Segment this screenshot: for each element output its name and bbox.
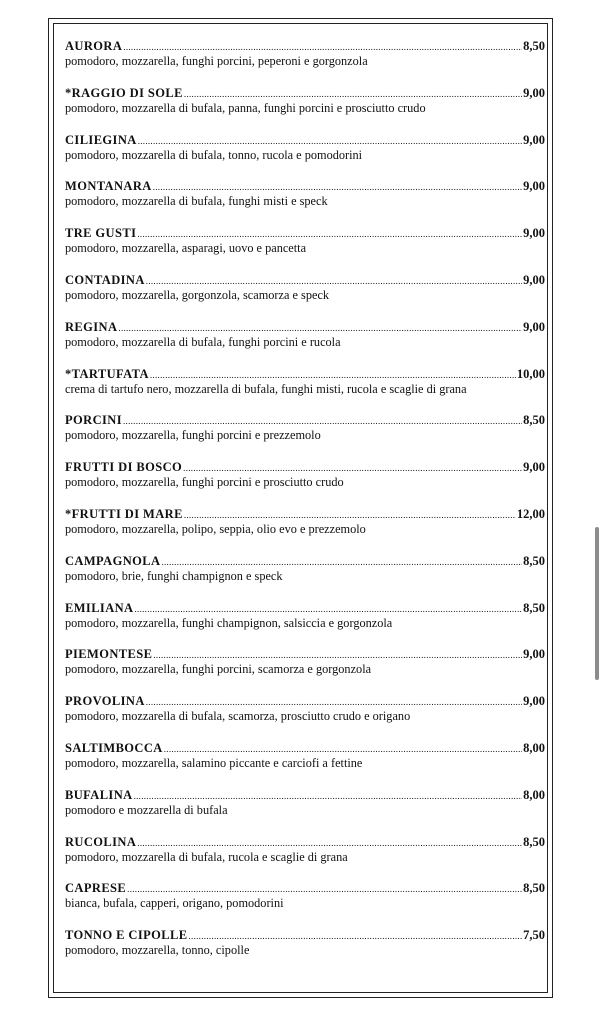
dish-ingredients: pomodoro, mozzarella, gorgonzola, scamorza e speck xyxy=(65,287,330,302)
dot-leader xyxy=(188,928,522,944)
dish-name: CILIEGINA xyxy=(65,132,137,147)
dot-leader xyxy=(150,367,516,383)
dish-price: 9,00 xyxy=(523,694,545,709)
dot-leader xyxy=(183,460,522,476)
dish-price: 7,50 xyxy=(523,928,545,943)
dot-leader xyxy=(118,320,522,336)
dish-price: 8,50 xyxy=(523,39,545,53)
dish-name: RUCOLINA xyxy=(65,834,137,849)
dot-leader xyxy=(134,788,523,804)
menu-item xyxy=(65,85,545,132)
dish-price: 8,50 xyxy=(523,413,545,428)
dish-name: MONTANARA xyxy=(65,179,152,194)
dish-price: 8,50 xyxy=(523,881,545,896)
menu-item xyxy=(65,366,545,413)
dot-leader xyxy=(146,273,522,289)
dish-price: 9,00 xyxy=(523,179,545,194)
menu-item xyxy=(65,38,545,85)
menu-item-header xyxy=(65,366,545,382)
menu-item xyxy=(65,506,545,553)
menu-item xyxy=(65,459,545,506)
dish-name: TRE GUSTI xyxy=(65,226,137,241)
vertical-scrollbar[interactable] xyxy=(595,527,599,680)
menu-item-header xyxy=(65,834,545,850)
dish-name: CAPRESE xyxy=(65,881,127,896)
menu-item-header xyxy=(65,319,545,335)
menu-item xyxy=(65,553,545,600)
menu-item-header xyxy=(65,38,545,54)
dot-leader xyxy=(184,507,516,523)
dish-name: CONTADINA xyxy=(65,272,145,287)
dot-leader xyxy=(153,647,522,663)
dot-leader xyxy=(164,741,522,757)
dish-name: *FRUTTI DI MARE xyxy=(65,506,183,521)
dish-price: 8,00 xyxy=(523,740,545,755)
menu-item xyxy=(65,787,545,834)
menu-item xyxy=(65,740,545,787)
dish-price: 9,00 xyxy=(523,319,545,334)
dish-name: TONNO E CIPOLLE xyxy=(65,928,188,943)
menu-item-header xyxy=(65,646,545,662)
dot-leader xyxy=(134,601,522,617)
dish-price: 9,00 xyxy=(523,272,545,287)
menu-item xyxy=(65,412,545,459)
dish-price: 8,50 xyxy=(523,834,545,849)
dish-ingredients: pomodoro, mozzarella, asparagi, uovo e pancetta xyxy=(65,241,307,256)
menu-item-header xyxy=(65,600,545,616)
menu-item-header xyxy=(65,553,545,569)
menu-item xyxy=(65,880,545,927)
menu-item-header xyxy=(65,459,545,475)
menu-item xyxy=(65,319,545,366)
dish-ingredients: pomodoro, mozzarella, tonno, cipolle xyxy=(65,943,250,958)
dish-ingredients: pomodoro, mozzarella di bufala, rucola e scaglie di grana xyxy=(65,849,348,864)
menu-item xyxy=(65,132,545,179)
dish-ingredients: pomodoro, mozzarella, polipo, seppia, olio evo e prezzemolo xyxy=(65,521,366,536)
dish-name: *TARTUFATA xyxy=(65,366,149,381)
dish-name: PIEMONTESE xyxy=(65,647,153,662)
dish-name: AURORA xyxy=(65,39,123,53)
menu-item-header xyxy=(65,880,545,896)
menu-item-header xyxy=(65,506,545,522)
dish-ingredients: pomodoro, mozzarella, funghi porcini e prosciutto crudo xyxy=(65,475,344,490)
dish-ingredients: pomodoro, brie, funghi champignon e speck xyxy=(65,568,283,583)
dot-leader xyxy=(184,86,522,102)
menu-item-header xyxy=(65,787,545,803)
menu-item xyxy=(65,834,545,881)
dish-name: FRUTTI DI BOSCO xyxy=(65,460,183,475)
dish-price: 9,00 xyxy=(523,85,545,100)
dish-ingredients: pomodoro, mozzarella, funghi porcini e prezzemolo xyxy=(65,428,321,443)
menu-item xyxy=(65,693,545,740)
dish-name: EMILIANA xyxy=(65,600,134,615)
dish-ingredients: pomodoro, mozzarella, funghi champignon, salsiccia e gorgonzola xyxy=(65,615,393,630)
menu-item xyxy=(65,272,545,319)
dish-ingredients: pomodoro, mozzarella di bufala, funghi misti e speck xyxy=(65,194,328,209)
dot-leader xyxy=(146,694,522,710)
dot-leader xyxy=(153,179,522,195)
pizza-menu-list xyxy=(65,38,545,974)
dish-price: 12,00 xyxy=(516,506,545,521)
menu-item-header xyxy=(65,85,545,101)
dish-ingredients: pomodoro, mozzarella, funghi porcini, peperoni e gorgonzola xyxy=(65,54,368,68)
dish-ingredients: pomodoro, mozzarella di bufala, scamorza, prosciutto crudo e origano xyxy=(65,709,411,724)
dish-ingredients: pomodoro, mozzarella, funghi porcini, scamorza e gorgonzola xyxy=(65,662,372,677)
dish-price: 8,00 xyxy=(523,787,545,802)
dot-leader xyxy=(137,226,522,242)
menu-item-header xyxy=(65,225,545,241)
dish-name: *RAGGIO DI SOLE xyxy=(65,85,183,100)
dish-price: 8,50 xyxy=(523,600,545,615)
dish-ingredients: pomodoro, mozzarella di bufala, tonno, rucola e pomodorini xyxy=(65,147,363,162)
menu-item-header xyxy=(65,412,545,428)
dish-name: SALTIMBOCCA xyxy=(65,740,163,755)
dish-price: 9,00 xyxy=(523,460,545,475)
menu-item xyxy=(65,178,545,225)
dish-name: CAMPAGNOLA xyxy=(65,553,161,568)
dish-price: 10,00 xyxy=(516,366,545,381)
dot-leader xyxy=(127,881,522,897)
dish-ingredients: pomodoro, mozzarella di bufala, funghi porcini e rucola xyxy=(65,334,341,349)
dish-price: 9,00 xyxy=(523,647,545,662)
menu-item-header xyxy=(65,693,545,709)
menu-item-header xyxy=(65,132,545,148)
dish-ingredients: pomodoro, mozzarella di bufala, panna, funghi porcini e prosciutto crudo xyxy=(65,100,426,115)
menu-item-header xyxy=(65,740,545,756)
dish-name: PROVOLINA xyxy=(65,694,145,709)
dot-leader xyxy=(138,133,522,149)
menu-item-header xyxy=(65,178,545,194)
dot-leader xyxy=(161,554,522,570)
dish-price: 9,00 xyxy=(523,226,545,241)
dish-ingredients: crema di tartufo nero, mozzarella di bufala, funghi misti, rucola e scaglie di grana xyxy=(65,381,467,396)
dot-leader xyxy=(123,413,522,429)
menu-item xyxy=(65,927,545,974)
dish-price: 9,00 xyxy=(523,132,545,147)
menu-item-header xyxy=(65,927,545,943)
dish-ingredients: pomodoro, mozzarella, salamino piccante e carciofi a fettine xyxy=(65,755,363,770)
dish-price: 8,50 xyxy=(523,553,545,568)
menu-item xyxy=(65,646,545,693)
dish-name: REGINA xyxy=(65,319,118,334)
menu-item xyxy=(65,225,545,272)
dish-name: PORCINI xyxy=(65,413,122,428)
dot-leader xyxy=(137,835,522,851)
dish-ingredients: pomodoro e mozzarella di bufala xyxy=(65,802,228,817)
dot-leader xyxy=(123,39,522,55)
dish-ingredients: bianca, bufala, capperi, origano, pomodorini xyxy=(65,896,284,911)
menu-item xyxy=(65,600,545,647)
dish-name: BUFALINA xyxy=(65,787,133,802)
menu-item-header xyxy=(65,272,545,288)
